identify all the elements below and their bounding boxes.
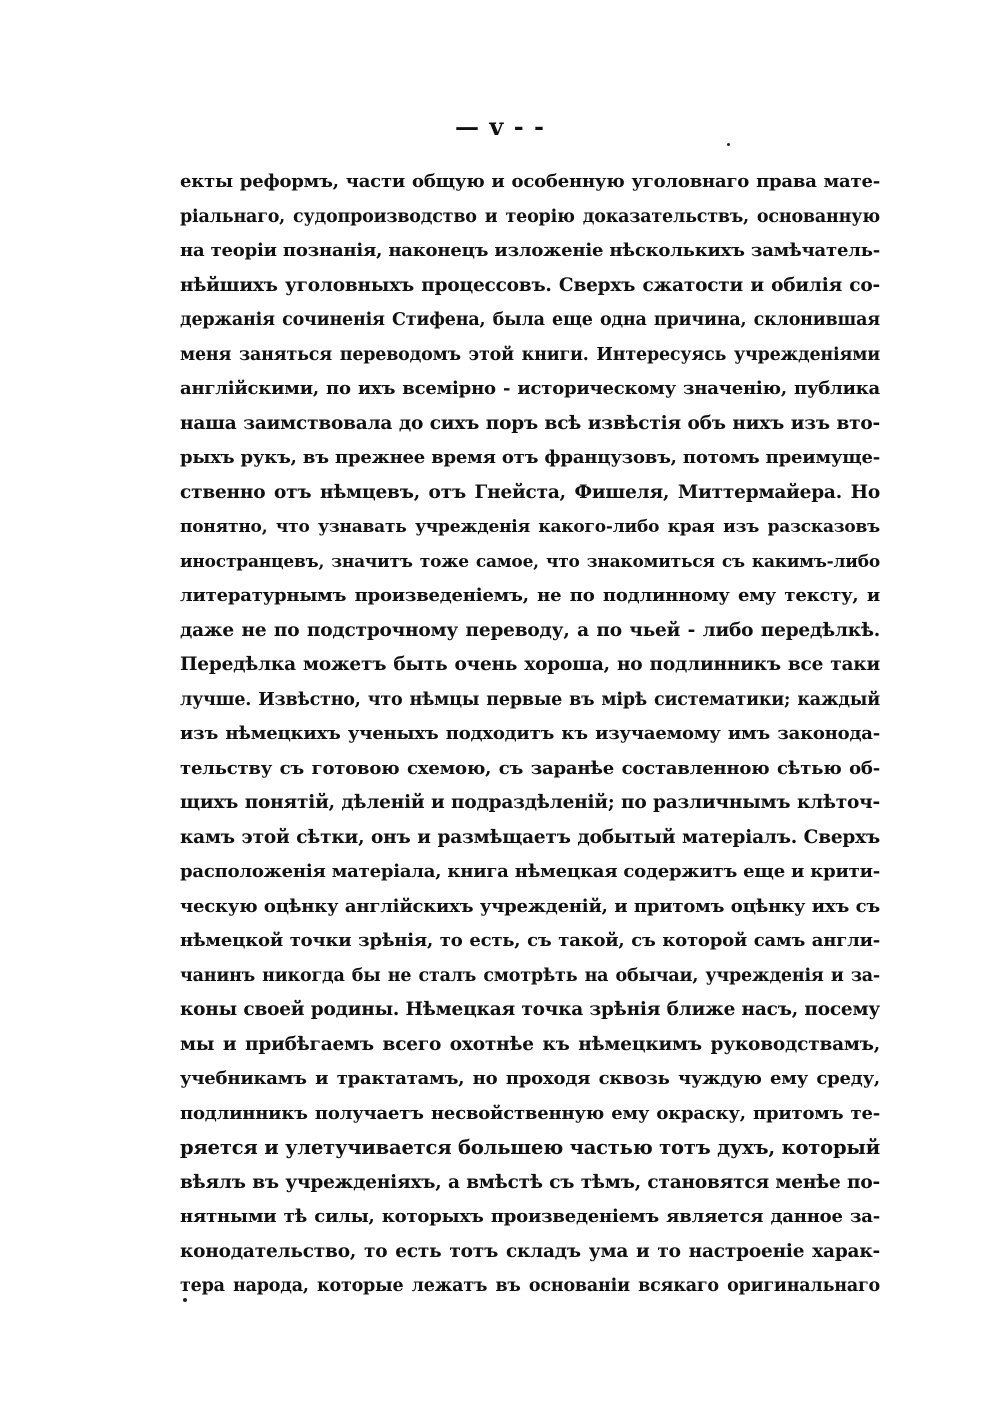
text-line: вѣялъ въ учрежденіяхъ, а вмѣстѣ съ тѣмъ, становятся менѣе по- <box>180 1171 880 1193</box>
text-line: рыхъ рукъ, въ прежнее время отъ французовъ, потомъ преимуще- <box>180 447 880 468</box>
text-line: понятно, что узнавать учрежденія какого-либо края изъ разсказовъ <box>180 517 880 537</box>
text-line: щихъ понятій, дѣленій и подраздѣленій; по различнымъ клѣточ- <box>180 792 880 813</box>
text-line: подлинникъ получаетъ несвойственную ему окраску, притомъ те- <box>180 1102 880 1124</box>
text-line: камъ этой сѣтки, онъ и размѣщаетъ добытый матеріалъ. Сверхъ <box>180 826 880 848</box>
text-line: меня заняться переводомъ этой книги. Интересуясь учрежденіями <box>180 344 880 365</box>
text-line: нѣмецкой точки зрѣнія, то есть, съ такой, съ которой самъ англи- <box>180 930 880 951</box>
text-line: конодательство, то есть тотъ складъ ума и то настроеніе харак- <box>180 1240 880 1262</box>
text-line: мы и прибѣгаемъ всего охотнѣе къ нѣмецкимъ руководствамъ, <box>180 1033 880 1055</box>
text-line: наша заимствовала до сихъ поръ всѣ извѣстія объ нихъ изъ вто- <box>180 412 880 434</box>
text-line: даже не по подстрочному переводу, а по чьей - либо передѣлкѣ. <box>180 619 880 641</box>
text-line: англійскими, по ихъ всемірно - историческому значенію, публика <box>180 378 880 399</box>
text-line: изъ нѣмецкихъ ученыхъ подходитъ къ изучаемому имъ законода- <box>180 723 880 744</box>
body-text <box>180 165 880 1304</box>
running-head: — v - - <box>455 112 545 141</box>
text-line: тера народа, которые лежатъ въ основаніи всякаго оригинальнаго <box>180 1276 880 1296</box>
text-line: иностранцевъ, значитъ тоже самое, что знакомиться съ какимъ-либо <box>180 551 880 572</box>
ink-speck <box>727 143 730 146</box>
text-line: тельству съ готовою схемою, съ заранѣе составленною сѣтью об- <box>180 757 880 779</box>
ink-speck <box>183 1298 187 1302</box>
text-line: ческую оцѣнку англійскихъ учрежденій, и притомъ оцѣнку ихъ съ <box>180 895 880 917</box>
text-line: нятными тѣ силы, которыхъ произведеніемъ является данное за- <box>180 1206 880 1227</box>
text-line: ряется и улетучивается большею частью тотъ духъ, который <box>180 1136 880 1159</box>
text-line: лучше. Извѣстно, что нѣмцы первые въ мірѣ систематики; каждый <box>180 689 880 710</box>
text-line: чанинъ никогда бы не сталъ смотрѣть на обычаи, учрежденія и за- <box>180 965 880 986</box>
text-line: коны своей родины. Нѣмецкая точка зрѣнія ближе насъ, посему <box>180 999 880 1020</box>
text-line: расположенія матеріала, книга нѣмецкая содержитъ еще и крити- <box>180 861 880 882</box>
text-line: ріальнаго, судопроизводство и теорію доказательствъ, основанную <box>180 206 880 227</box>
text-line: учебникамъ и трактатамъ, но проходя сквозь чуждую ему среду, <box>180 1068 880 1089</box>
text-line: держанія сочиненія Стифена, была еще одна причина, склонившая <box>180 310 880 330</box>
text-line: ственно отъ нѣмцевъ, отъ Гнейста, Фишеля, Миттермайера. Но <box>180 481 880 503</box>
text-line: литературнымъ произведеніемъ, не по подлинному ему тексту, и <box>180 585 880 606</box>
text-line: Передѣлка можетъ быть очень хороша, но подлинникъ все таки <box>180 654 880 675</box>
text-line: екты реформъ, части общую и особенную уголовнаго права мате- <box>180 171 880 192</box>
text-line: на теоріи познанія, наконецъ изложеніе нѣсколькихъ замѣчатель- <box>180 240 880 261</box>
text-line: нѣйшихъ уголовныхъ процессовъ. Сверхъ сжатости и обилія со- <box>180 274 880 296</box>
